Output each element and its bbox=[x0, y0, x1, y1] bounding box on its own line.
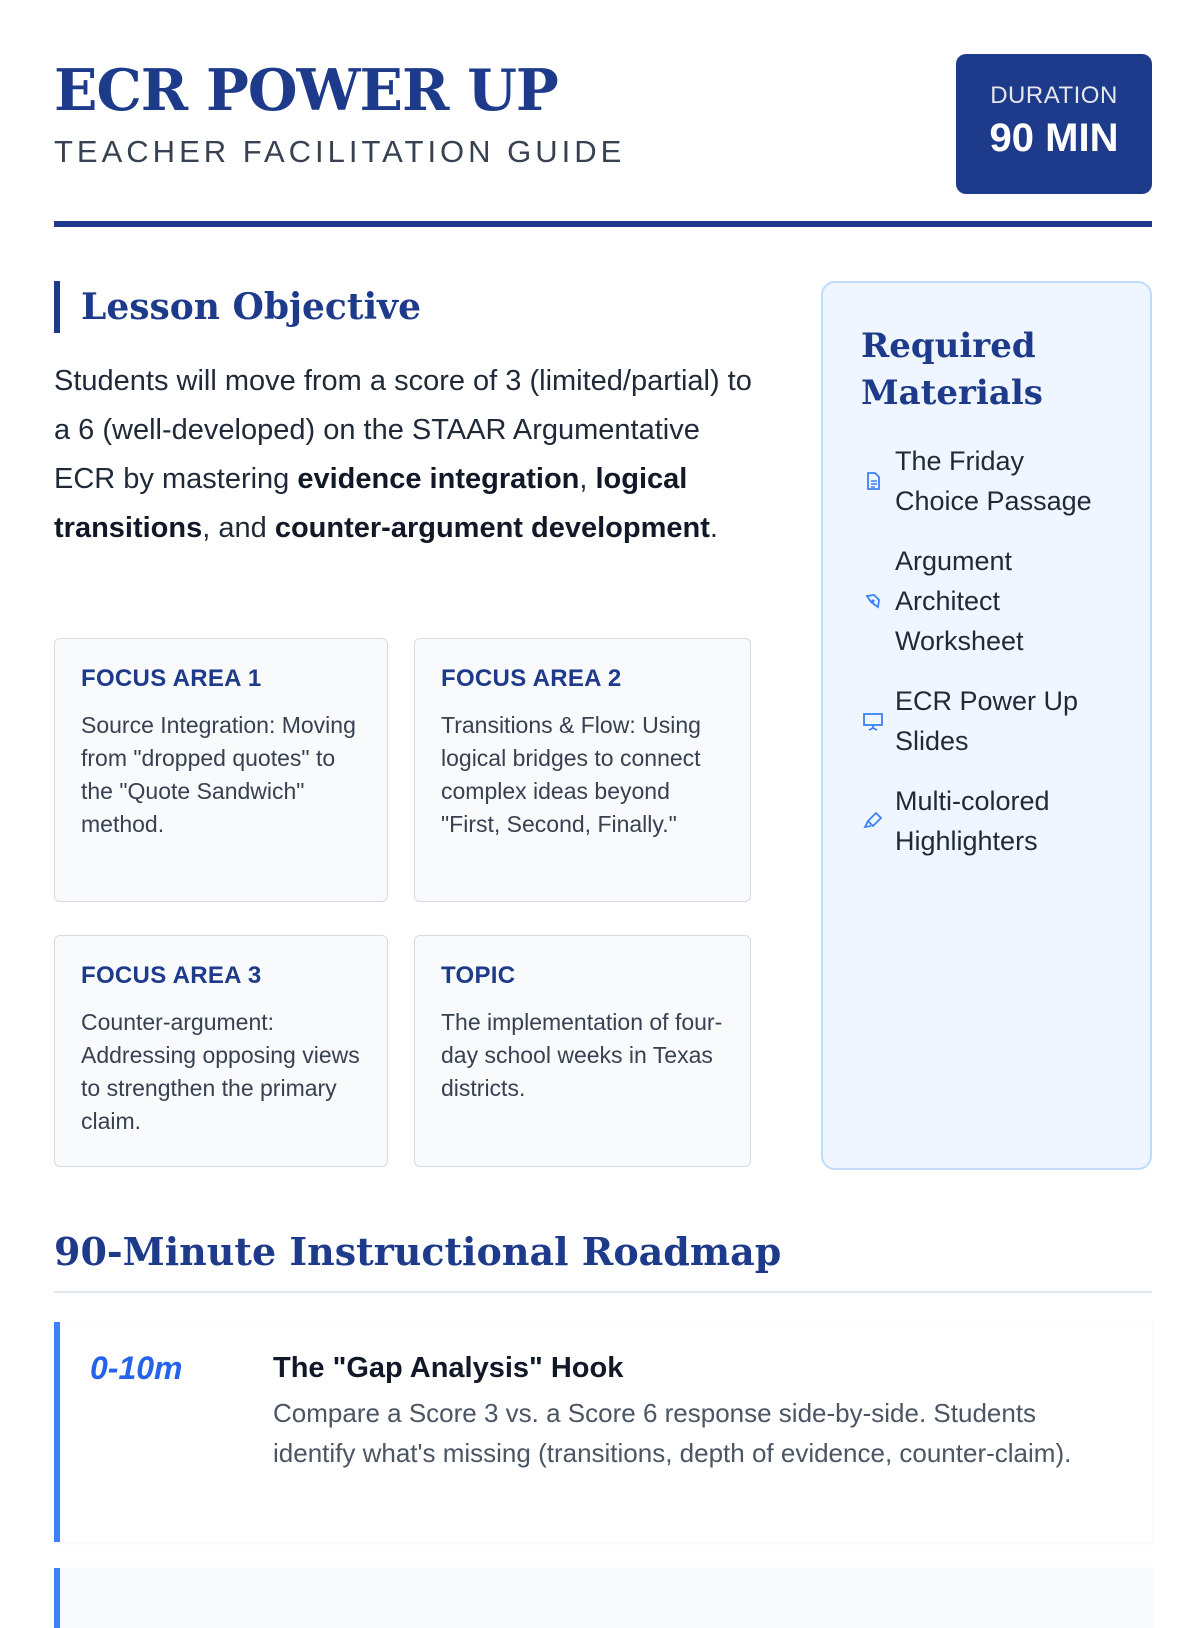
roadmap-step bbox=[54, 1322, 1152, 1542]
highlighter-icon bbox=[861, 809, 885, 833]
focus-card bbox=[54, 935, 388, 1167]
materials-item bbox=[861, 441, 1112, 521]
topic-card bbox=[414, 935, 751, 1167]
duration-label: DURATION bbox=[990, 82, 1118, 109]
roadmap-step-title: The "Gap Analysis" Hook bbox=[273, 1352, 624, 1384]
materials-item-label: The Friday Choice Passage bbox=[895, 446, 1092, 516]
topic-card-heading: TOPIC bbox=[441, 962, 516, 989]
materials-item-label: Argument Architect Worksheet bbox=[895, 546, 1024, 656]
header-divider bbox=[54, 221, 1152, 227]
focus-card bbox=[414, 638, 751, 902]
focus-card bbox=[54, 638, 388, 902]
objective-sep-2: , and bbox=[202, 512, 275, 544]
materials-item bbox=[861, 541, 1112, 661]
materials-item-label: Multi-colored Highlighters bbox=[895, 786, 1050, 856]
objective-sep-1: , bbox=[579, 463, 596, 495]
objective-skill-2: logical transitions bbox=[54, 463, 688, 544]
objective-end: . bbox=[709, 512, 718, 544]
page bbox=[54, 0, 1152, 1468]
topic-card-text: The implementation of four-day school weeks in Texas districts. bbox=[441, 1009, 723, 1101]
lesson-objective-heading: Lesson Objective bbox=[54, 281, 766, 333]
roadmap-step-next bbox=[54, 1568, 1152, 1628]
focus-card-text: Source Integration: Moving from "dropped quotes" to the "Quote Sandwich" method. bbox=[81, 712, 356, 837]
focus-card-heading: FOCUS AREA 3 bbox=[81, 962, 262, 989]
roadmap-step-description: Compare a Score 3 vs. a Score 6 response side-by-side. Students identify what's missing (transitions, depth of evidence, counter-claim). bbox=[273, 1398, 1072, 1468]
pen-icon bbox=[861, 589, 885, 613]
lesson-objective-text bbox=[54, 357, 766, 553]
roadmap-step-time: 0-10m bbox=[90, 1350, 183, 1386]
required-materials-heading: Required Materials bbox=[861, 326, 1043, 413]
page-subtitle: TEACHER FACILITATION GUIDE bbox=[54, 134, 626, 169]
header bbox=[54, 0, 1152, 228]
document-icon bbox=[861, 469, 885, 493]
focus-card-text: Counter-argument: Addressing opposing views to strengthen the primary claim. bbox=[81, 1009, 360, 1134]
duration-badge bbox=[956, 54, 1152, 194]
objective-skill-3: counter-argument development bbox=[274, 512, 710, 544]
focus-card-heading: FOCUS AREA 1 bbox=[81, 665, 262, 692]
roadmap-divider bbox=[54, 1291, 1152, 1293]
objective-skill-1: evidence integration bbox=[297, 463, 580, 495]
page-title: ECR POWER UP bbox=[54, 57, 558, 124]
materials-item bbox=[861, 681, 1112, 761]
presentation-icon bbox=[861, 709, 885, 733]
materials-item bbox=[861, 781, 1112, 861]
focus-card-text: Transitions & Flow: Using logical bridges to connect complex ideas beyond "First, Second, Finally." bbox=[441, 712, 701, 837]
focus-card-heading: FOCUS AREA 2 bbox=[441, 665, 622, 692]
objective-intro: Students will move from a score of 3 (limited/partial) to a 6 (well-developed) on the STAAR Argumentative ECR by mastering bbox=[54, 365, 752, 495]
materials-item-label: ECR Power Up Slides bbox=[895, 686, 1079, 756]
lesson-objective-section bbox=[54, 281, 766, 553]
required-materials-panel bbox=[821, 281, 1152, 1170]
duration-value: 90 MIN bbox=[989, 116, 1119, 160]
roadmap-heading: 90-Minute Instructional Roadmap bbox=[54, 1229, 782, 1274]
roadmap-step-body bbox=[273, 1352, 1112, 1473]
